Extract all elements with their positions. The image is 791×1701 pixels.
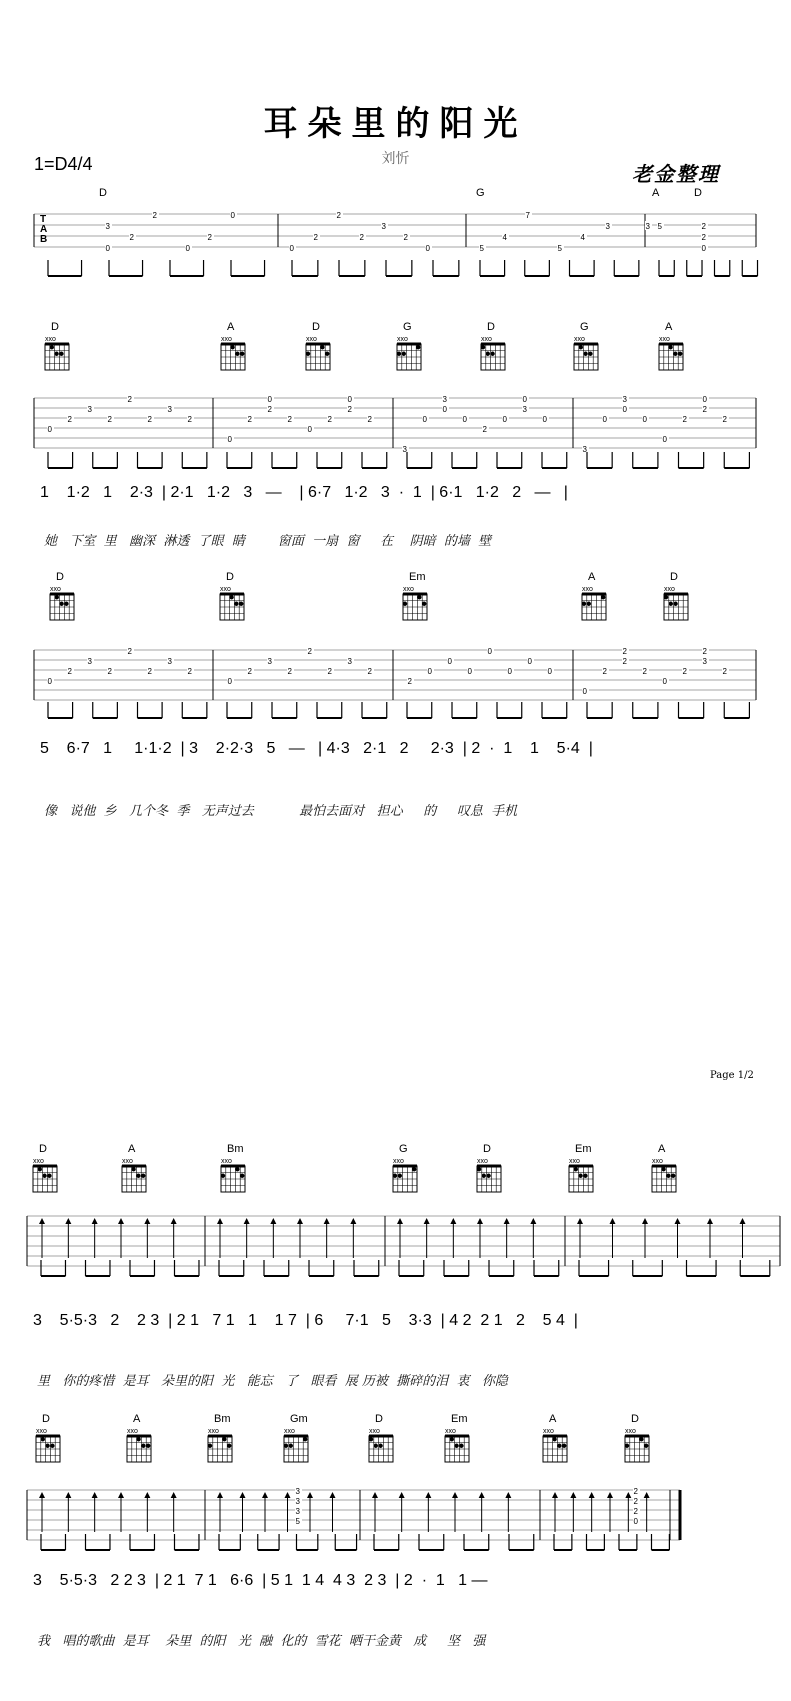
chord-d (625, 1413, 649, 1462)
tab-fret-number: 2 (336, 211, 341, 220)
tab-fret-number: 2 (367, 415, 372, 424)
tab-fret-number: 0 (47, 677, 52, 686)
tab-fret-number: 3 (167, 405, 172, 414)
chord-d (664, 571, 688, 620)
jianpu-line: 3 5·5·3 2 2 3 | 2 1 7 1 6·6 | 5 1 1 4 4 3 2 3 | 2 · 1 1 — (33, 1572, 488, 1589)
chord-label: D (42, 1413, 50, 1425)
svg-text:xxo: xxo (403, 586, 414, 593)
svg-text:xxo: xxo (664, 586, 675, 593)
tab-fret-number: 3 (105, 222, 110, 231)
tab-fret-number: 0 (702, 395, 707, 404)
system-5 (27, 1413, 680, 1550)
tab-fret-number: 3 (295, 1507, 300, 1516)
tab-fret-number: 2 (287, 667, 292, 676)
lyrics-line: 像 说他 乡 几个冬 季 无声过去 最怕去面对 担心 的 叹息 手机 (44, 804, 518, 819)
chord-d (50, 571, 74, 620)
tab-fret-number: 2 (307, 647, 312, 656)
lyrics-line: 里 你的疼惜 是耳 朵里的阳 光 能忘 了 眼看 展 历被 撕碎的泪 衷 你隐 (37, 1374, 508, 1389)
tab-fret-number: 2 (702, 405, 707, 414)
tab-fret-number: 0 (622, 405, 627, 414)
svg-text:xxo: xxo (481, 336, 492, 343)
tab-fret-number: 3 (582, 445, 587, 454)
tab-fret-number: 2 (367, 667, 372, 676)
svg-text:xxo: xxo (543, 1428, 554, 1435)
tab-fret-number: 3 (167, 657, 172, 666)
chord-label: A (227, 321, 235, 333)
chord-a (543, 1413, 567, 1462)
tab-fret-number: 3 (295, 1487, 300, 1496)
tab-fret-number: 0 (487, 647, 492, 656)
tab-fret-number: 2 (347, 405, 352, 414)
tab-fret-number: 2 (207, 233, 212, 242)
svg-text:xxo: xxo (220, 586, 231, 593)
tab-fret-number: 3 (702, 657, 707, 666)
tab-clef-letter: B (40, 234, 48, 245)
chord-label: A (549, 1413, 557, 1425)
chord-label: Bm (227, 1143, 244, 1155)
tab-fret-number: 3 (605, 222, 610, 231)
svg-text:xxo: xxo (208, 1428, 219, 1435)
tab-fret-number: 2 (267, 405, 272, 414)
chord-label: D (670, 571, 678, 583)
tab-staff (27, 1486, 680, 1540)
tab-fret-number: 2 (682, 415, 687, 424)
svg-text:xxo: xxo (369, 1428, 380, 1435)
chord-d (33, 1143, 57, 1192)
tab-fret-number: 2 (147, 667, 152, 676)
tab-fret-number: 0 (507, 667, 512, 676)
arranger: 老金整理 (632, 162, 720, 186)
rhythm-row (48, 452, 749, 468)
svg-text:xxo: xxo (445, 1428, 456, 1435)
tab-fret-number: 0 (527, 657, 532, 666)
tab-fret-number: 0 (462, 415, 467, 424)
chord-label: D (375, 1413, 383, 1425)
svg-text:xxo: xxo (306, 336, 317, 343)
tab-fret-number: 5 (479, 244, 484, 253)
chord-bm (208, 1413, 232, 1462)
jianpu-line: 5 6·7 1 1·1·2 | 3 2·2·3 5 — | 4·3 2·1 2 2·3 | 2 · 1 1 5·4 | (40, 740, 593, 757)
tab-fret-number: 2 (633, 1497, 638, 1506)
tab-fret-number: 0 (425, 244, 430, 253)
chord-label: A (128, 1143, 136, 1155)
rhythm-row (41, 1260, 770, 1276)
tab-fret-number: 0 (307, 425, 312, 434)
tab-fret-number: 0 (642, 415, 647, 424)
tab-fret-number: 0 (227, 435, 232, 444)
chord-g (476, 187, 485, 199)
chord-a (652, 1143, 676, 1192)
tab-fret-number: 0 (701, 244, 706, 253)
chord-label: D (226, 571, 234, 583)
tab-fret-number: 0 (422, 415, 427, 424)
tab-fret-number: 2 (147, 415, 152, 424)
chord-d (369, 1413, 393, 1462)
tab-fret-number: 2 (187, 667, 192, 676)
key-signature: 1=D4/4 (34, 154, 93, 174)
tab-fret-number: 0 (347, 395, 352, 404)
tab-fret-number: 0 (47, 425, 52, 434)
svg-text:xxo: xxo (127, 1428, 138, 1435)
tab-fret-number: 2 (701, 233, 706, 242)
chord-d (477, 1143, 501, 1192)
tab-staff (27, 1216, 780, 1266)
tab-fret-number: 0 (227, 677, 232, 686)
tab-fret-number: 2 (622, 657, 627, 666)
svg-text:xxo: xxo (477, 1158, 488, 1165)
rhythm-row (48, 702, 749, 718)
chord-label: Bm (214, 1413, 231, 1425)
tab-fret-number: 7 (525, 211, 530, 220)
tab-fret-number: 0 (602, 415, 607, 424)
svg-text:xxo: xxo (36, 1428, 47, 1435)
chord-d (481, 321, 505, 370)
tab-fret-number: 2 (722, 667, 727, 676)
jianpu-line: 1 1·2 1 2·3 | 2·1 1·2 3 — | 6·7 1·2 3 · 1 | 6·1 1·2 2 — | (40, 484, 568, 501)
tab-fret-number: 3 (622, 395, 627, 404)
chord-d (694, 187, 702, 199)
tab-fret-number: 5 (295, 1517, 300, 1526)
tab-fret-number: 0 (662, 677, 667, 686)
svg-text:xxo: xxo (284, 1428, 295, 1435)
svg-text:xxo: xxo (569, 1158, 580, 1165)
chord-label: D (487, 321, 495, 333)
tab-fret-number: 0 (230, 211, 235, 220)
tab-fret-number: 0 (547, 667, 552, 676)
svg-text:xxo: xxo (574, 336, 585, 343)
chord-g (397, 321, 421, 370)
svg-text:xxo: xxo (659, 336, 670, 343)
tab-fret-number: 2 (702, 647, 707, 656)
chord-bm (221, 1143, 245, 1192)
chord-d (36, 1413, 60, 1462)
chord-g (393, 1143, 417, 1192)
system-2 (34, 321, 756, 468)
tab-fret-number: 2 (67, 415, 72, 424)
svg-text:xxo: xxo (122, 1158, 133, 1165)
tab-staff (34, 394, 756, 454)
tab-clef-letter: T (40, 214, 47, 225)
tab-fret-number: 3 (402, 445, 407, 454)
tab-fret-number: 0 (633, 1517, 638, 1526)
tab-fret-number: 3 (87, 405, 92, 414)
page-title: 耳朵里的阳光 (263, 104, 528, 144)
svg-text:xxo: xxo (45, 336, 56, 343)
tab-fret-number: 2 (403, 233, 408, 242)
chord-label: Gm (290, 1413, 308, 1425)
chord-label: D (56, 571, 64, 583)
tab-fret-number: 0 (289, 244, 294, 253)
tab-fret-number: 3 (442, 395, 447, 404)
tab-fret-number: 2 (247, 415, 252, 424)
tab-fret-number: 2 (107, 667, 112, 676)
tab-fret-number: 2 (482, 425, 487, 434)
tab-fret-number: 2 (129, 233, 134, 242)
tab-clef-letter: A (40, 224, 48, 235)
tab-fret-number: 2 (602, 667, 607, 676)
chord-a (652, 187, 660, 199)
tab-fret-number: 2 (313, 233, 318, 242)
tab-fret-number: 0 (185, 244, 190, 253)
tab-fret-number: 5 (557, 244, 562, 253)
system-1 (34, 187, 758, 276)
tab-fret-number: 0 (442, 405, 447, 414)
tab-staff (34, 210, 756, 253)
chord-a (582, 571, 606, 620)
chord-label: A (658, 1143, 666, 1155)
chord-label: Em (451, 1413, 468, 1425)
tab-fret-number: 3 (645, 222, 650, 231)
chord-label: A (588, 571, 596, 583)
chord-a (659, 321, 683, 370)
chord-label: D (694, 187, 702, 199)
svg-text:xxo: xxo (221, 1158, 232, 1165)
tab-fret-number: 0 (542, 415, 547, 424)
chord-g (574, 321, 598, 370)
tab-fret-number: 3 (87, 657, 92, 666)
tab-fret-number: 2 (127, 395, 132, 404)
chord-gm (284, 1413, 308, 1462)
tab-fret-number: 2 (633, 1507, 638, 1516)
chord-label: D (51, 321, 59, 333)
chord-em (403, 571, 427, 620)
tab-fret-number: 2 (327, 667, 332, 676)
tab-fret-number: 2 (642, 667, 647, 676)
tab-fret-number: 0 (662, 435, 667, 444)
svg-text:xxo: xxo (33, 1158, 44, 1165)
composer: 刘忻 (381, 151, 410, 167)
tab-fret-number: 3 (267, 657, 272, 666)
chord-label: D (483, 1143, 491, 1155)
chord-label: D (39, 1143, 47, 1155)
tab-fret-number: 0 (267, 395, 272, 404)
tab-fret-number: 2 (152, 211, 157, 220)
chord-label: G (403, 321, 412, 333)
tab-fret-number: 4 (580, 233, 585, 242)
chord-d (220, 571, 244, 620)
system-3 (34, 571, 756, 718)
chord-label: Em (409, 571, 426, 583)
rhythm-row (41, 1534, 669, 1550)
chord-em (569, 1143, 593, 1192)
svg-text:xxo: xxo (582, 586, 593, 593)
tab-fret-number: 2 (247, 667, 252, 676)
chord-label: A (665, 321, 673, 333)
chord-a (122, 1143, 146, 1192)
tab-fret-number: 0 (522, 395, 527, 404)
tab-fret-number: 2 (701, 222, 706, 231)
svg-text:xxo: xxo (221, 336, 232, 343)
chord-label: A (652, 187, 660, 199)
tab-fret-number: 2 (407, 677, 412, 686)
tab-fret-number: 2 (682, 667, 687, 676)
chord-d (306, 321, 330, 370)
tab-fret-number: 2 (633, 1487, 638, 1496)
chord-label: D (312, 321, 320, 333)
tab-fret-number: 2 (127, 647, 132, 656)
tab-fret-number: 2 (187, 415, 192, 424)
chord-label: G (580, 321, 589, 333)
tab-fret-number: 0 (502, 415, 507, 424)
chord-d (99, 187, 107, 199)
chord-a (221, 321, 245, 370)
svg-text:xxo: xxo (652, 1158, 663, 1165)
chord-em (445, 1413, 469, 1462)
svg-text:xxo: xxo (397, 336, 408, 343)
lyrics-line: 她 下室 里 幽深 淋透 了眼 睛 窗面 一扇 窗 在 阴暗 的墙 壁 (44, 534, 492, 549)
jianpu-line: 3 5·5·3 2 2 3 | 2 1 7 1 1 1 7 | 6 7·1 5 3·3 | 4 2 2 1 2 5 4 | (33, 1312, 578, 1329)
tab-fret-number: 0 (447, 657, 452, 666)
tab-fret-number: 2 (722, 415, 727, 424)
tab-fret-number: 2 (327, 415, 332, 424)
tab-fret-number: 2 (287, 415, 292, 424)
svg-text:xxo: xxo (625, 1428, 636, 1435)
svg-text:xxo: xxo (50, 586, 61, 593)
tab-fret-number: 2 (359, 233, 364, 242)
tab-fret-number: 4 (502, 233, 507, 242)
page-number: Page 1/2 (710, 1070, 754, 1081)
tab-fret-number: 0 (467, 667, 472, 676)
rhythm-row (48, 260, 758, 276)
tab-fret-number: 5 (657, 222, 662, 231)
tab-fret-number: 3 (381, 222, 386, 231)
chord-label: Em (575, 1143, 592, 1155)
chord-label: G (476, 187, 485, 199)
tab-fret-number: 3 (347, 657, 352, 666)
tab-fret-number: 2 (107, 415, 112, 424)
tab-fret-number: 2 (622, 647, 627, 656)
chord-d (45, 321, 69, 370)
chord-label: D (631, 1413, 639, 1425)
chord-label: G (399, 1143, 408, 1155)
chord-label: A (133, 1413, 141, 1425)
tab-fret-number: 0 (582, 687, 587, 696)
tab-staff (34, 646, 756, 700)
tab-fret-number: 2 (67, 667, 72, 676)
svg-text:xxo: xxo (393, 1158, 404, 1165)
tab-fret-number: 0 (427, 667, 432, 676)
tab-fret-number: 3 (295, 1497, 300, 1506)
chord-a (127, 1413, 151, 1462)
tab-fret-number: 0 (105, 244, 110, 253)
tab-fret-number: 3 (522, 405, 527, 414)
system-4 (27, 1143, 780, 1276)
chord-label: D (99, 187, 107, 199)
lyrics-line: 我 唱的歌曲 是耳 朵里 的阳 光 融 化的 雪花 晒干金黄 成 坚 强 (37, 1634, 486, 1649)
